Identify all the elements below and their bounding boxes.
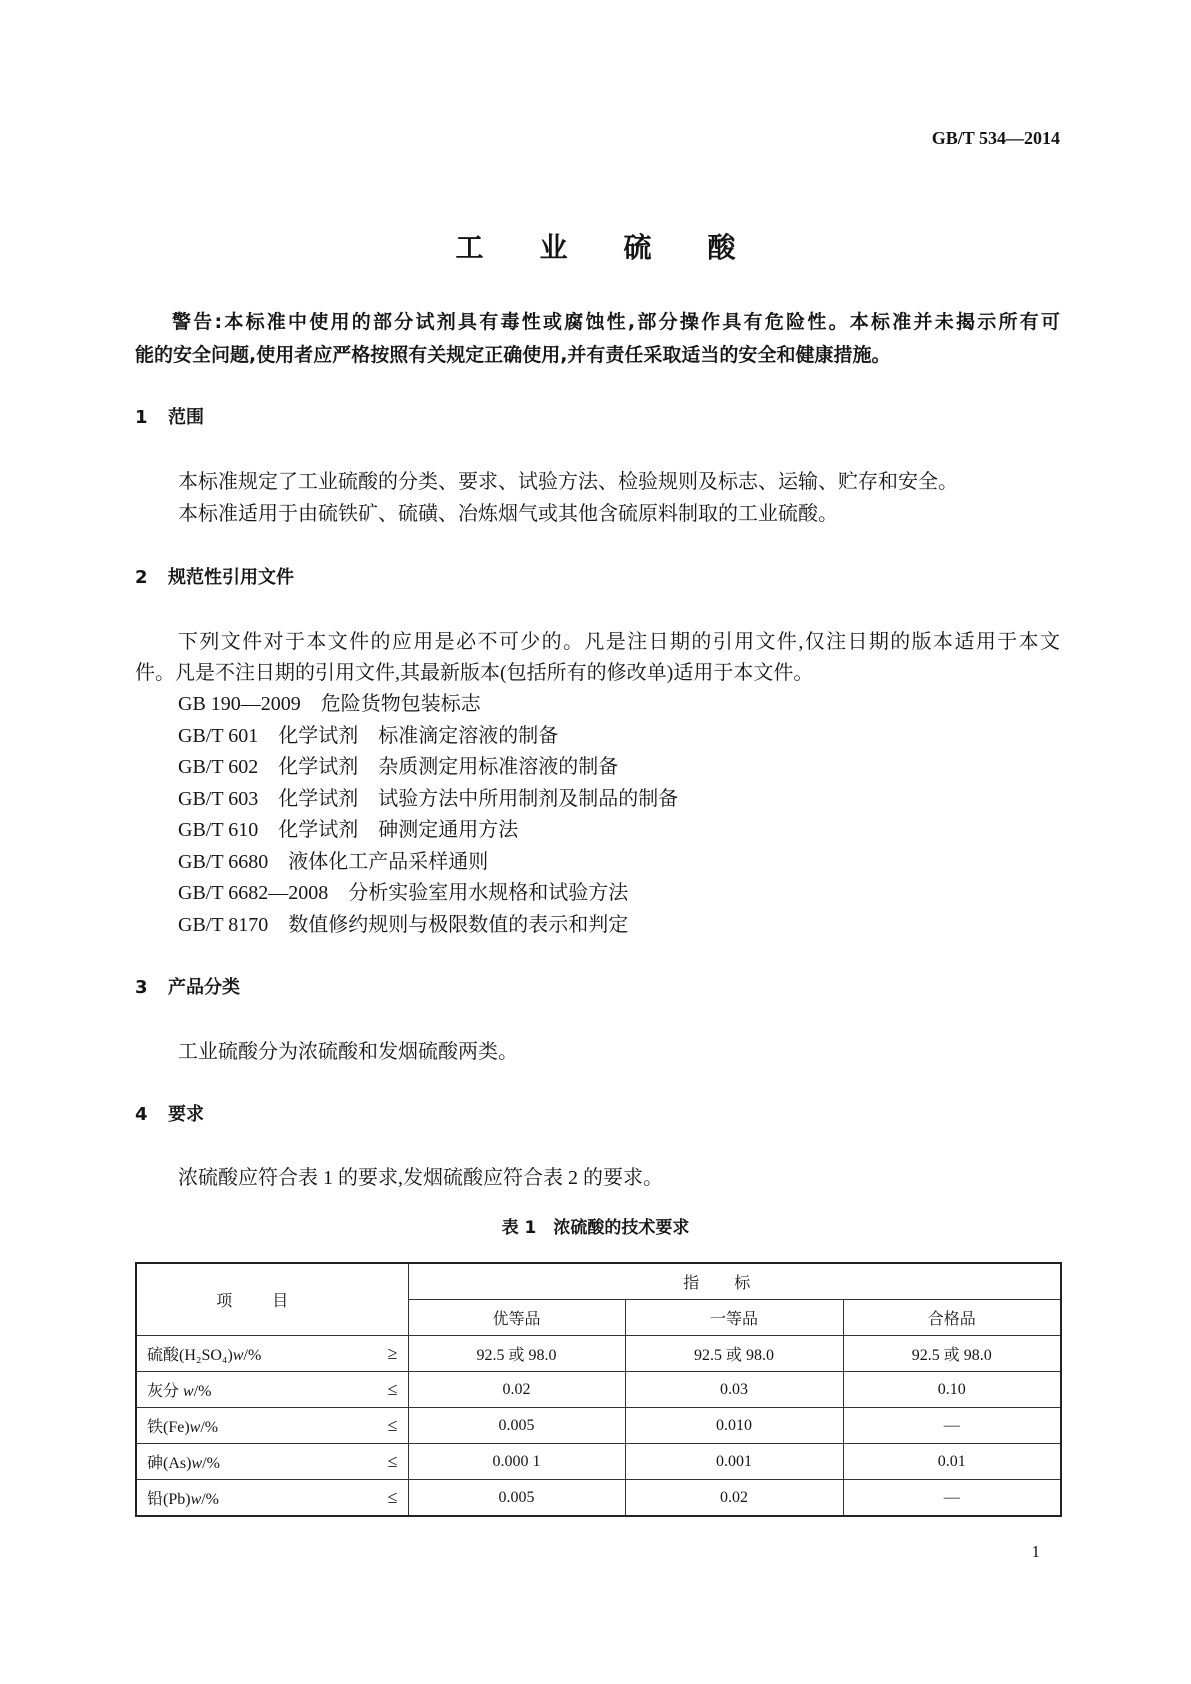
section-title: 要求 [168, 1104, 204, 1125]
table-cell: 0.005 [408, 1408, 625, 1444]
section-title: 规范性引用文件 [168, 567, 294, 588]
reference-code: GB/T 603 [178, 788, 259, 810]
grade-header: 一等品 [625, 1300, 843, 1336]
reference-code: GB/T 6680 [178, 851, 269, 873]
table-cell: — [843, 1408, 1061, 1444]
item-variable: w [183, 1383, 194, 1400]
section-2-line-1: 下列文件对于本文件的应用是必不可少的。凡是注日期的引用文件,仅注日期的版本适用于本文 [178, 631, 1060, 653]
section-number: 1 [135, 407, 148, 428]
document-title: 工业硫酸 [455, 231, 792, 264]
comparator: ≤ [387, 1379, 398, 1399]
section-3-line-1: 工业硫酸分为浓硫酸和发烟硫酸两类。 [178, 1041, 518, 1063]
row-label-cell [136, 1444, 408, 1480]
item-variable: w [232, 1347, 244, 1364]
reference-title: 数值修约规则与极限数值的表示和判定 [288, 914, 629, 936]
table-cell: 0.10 [843, 1372, 1061, 1408]
item-name: 铅(Pb) [147, 1491, 191, 1508]
reference-code: GB/T 602 [178, 756, 259, 778]
reference-code: GB/T 8170 [178, 914, 269, 936]
section-1-heading [135, 402, 204, 434]
reference-code: GB/T 610 [178, 819, 259, 841]
table-cell: 0.010 [625, 1408, 843, 1444]
reference-code: GB/T 601 [178, 725, 259, 747]
table-row [136, 1480, 1061, 1517]
page-number: 1 [1031, 1542, 1040, 1561]
reference-title: 化学试剂 杂质测定用标准溶液的制备 [278, 756, 619, 778]
header-index: 指标 [683, 1275, 786, 1292]
row-label-cell [136, 1336, 408, 1372]
table-title: 浓硫酸的技术要求 [553, 1218, 690, 1238]
reference-code: GB/T 6682—2008 [178, 882, 329, 904]
table-cell: 0.02 [625, 1480, 843, 1517]
table-number: 表 1 [501, 1218, 537, 1238]
comparator: ≤ [387, 1487, 398, 1507]
item-variable: w [191, 1455, 203, 1472]
section-title: 范围 [168, 407, 204, 428]
standard-number: GB/T 534—2014 [931, 128, 1060, 148]
row-label [147, 1342, 261, 1365]
section-title: 产品分类 [168, 977, 240, 998]
reference-title: 化学试剂 标准滴定溶液的制备 [278, 725, 559, 747]
reference-item [178, 877, 1060, 909]
item-variable: w [190, 1491, 202, 1508]
table-cell: 92.5 或 98.0 [625, 1336, 843, 1372]
reference-item [178, 688, 1060, 720]
table-cell: 0.03 [625, 1372, 843, 1408]
section-2-line-2: 件。凡是不注日期的引用文件,其最新版本(包括所有的修改单)适用于本文件。 [135, 662, 814, 684]
table-row [136, 1372, 1061, 1408]
section-3-heading [135, 972, 240, 1004]
header-index-cell [408, 1263, 1061, 1300]
comparator: ≤ [387, 1451, 398, 1471]
table-header-row [136, 1263, 1061, 1300]
table-cell: 0.001 [625, 1444, 843, 1480]
comparator: ≤ [387, 1415, 398, 1435]
table-cell: — [843, 1480, 1061, 1517]
table-cell: 0.000 1 [408, 1444, 625, 1480]
item-variable: w [189, 1419, 201, 1436]
item-name: 硫酸(H₂SO₄) [147, 1347, 233, 1364]
row-label-cell [136, 1372, 408, 1408]
section-4-line-1: 浓硫酸应符合表 1 的要求,发烟硫酸应符合表 2 的要求。 [178, 1167, 663, 1189]
reference-item [178, 783, 1060, 815]
table-caption [0, 1212, 1191, 1244]
reference-item [178, 814, 1060, 846]
reference-code: GB 190—2009 [178, 693, 301, 715]
header-item-cell [136, 1263, 408, 1336]
table-cell: 0.01 [843, 1444, 1061, 1480]
table-cell: 0.02 [408, 1372, 625, 1408]
section-number: 2 [135, 567, 148, 588]
header-item: 项目 [216, 1293, 329, 1310]
row-label [147, 1378, 211, 1401]
item-name: 灰分 [147, 1383, 184, 1400]
row-label [147, 1486, 219, 1509]
section-2-heading [135, 562, 294, 594]
spec-table [135, 1262, 1062, 1517]
warning-line-2: 能的安全问题,使用者应严格按照有关规定正确使用,并有责任采取适当的安全和健康措施。 [135, 344, 891, 366]
item-name: 铁(Fe) [147, 1419, 190, 1436]
section-1-line-2: 本标准适用于由硫铁矿、硫磺、冶炼烟气或其他含硫原料制取的工业硫酸。 [178, 503, 838, 525]
item-unit: /% [201, 1491, 220, 1508]
grade-header: 优等品 [408, 1300, 625, 1336]
reference-item [178, 720, 1060, 752]
comparator: ≥ [387, 1343, 398, 1363]
reference-title: 危险货物包装标志 [320, 693, 481, 715]
table-row [136, 1408, 1061, 1444]
grade-header: 合格品 [843, 1300, 1061, 1336]
section-number: 4 [135, 1104, 148, 1125]
table-cell: 0.005 [408, 1480, 625, 1517]
item-unit: /% [243, 1347, 262, 1364]
item-unit: /% [200, 1419, 219, 1436]
table-cell: 92.5 或 98.0 [408, 1336, 625, 1372]
item-unit: /% [193, 1383, 212, 1400]
table-row [136, 1444, 1061, 1480]
section-1-line-1: 本标准规定了工业硫酸的分类、要求、试验方法、检验规则及标志、运输、贮存和安全。 [178, 471, 958, 493]
warning-line-1: 警告:本标准中使用的部分试剂具有毒性或腐蚀性,部分操作具有危险性。本标准并未揭示所有可 [172, 311, 1060, 333]
row-label-cell [136, 1480, 408, 1517]
row-label [147, 1450, 220, 1473]
reference-title: 液体化工产品采样通则 [288, 851, 489, 873]
row-label [147, 1414, 218, 1437]
reference-item [178, 751, 1060, 783]
reference-title: 分析实验室用水规格和试验方法 [348, 882, 629, 904]
section-4-heading [135, 1099, 204, 1131]
item-name: 砷(As) [147, 1455, 192, 1472]
row-label-cell [136, 1408, 408, 1444]
reference-item [178, 909, 1060, 941]
reference-item [178, 846, 1060, 878]
table-cell: 92.5 或 98.0 [843, 1336, 1061, 1372]
table-row [136, 1336, 1061, 1372]
reference-title: 化学试剂 砷测定通用方法 [278, 819, 519, 841]
section-number: 3 [135, 977, 148, 998]
item-unit: /% [202, 1455, 220, 1472]
reference-title: 化学试剂 试验方法中所用制剂及制品的制备 [278, 788, 679, 810]
